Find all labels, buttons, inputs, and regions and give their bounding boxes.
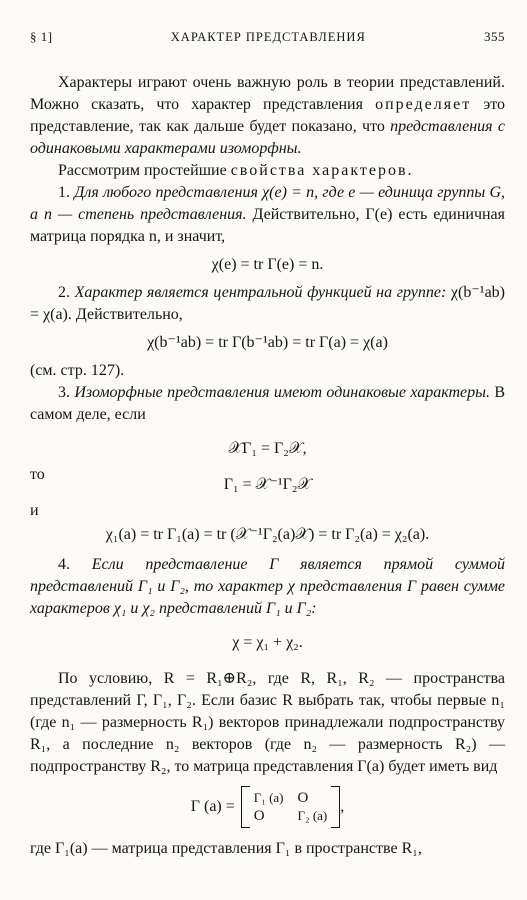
paragraph-last: где Γ₁(a) — матрица представления Γ₁ в пространстве R₁, — [30, 840, 422, 857]
matrix-cell: Γ₂ (a) — [297, 808, 328, 823]
formula-4-row — [30, 464, 505, 493]
property-1: 1. Для любого представления χ(e) = n, где e — единица группы G, а n — степень представления. Действительно, Γ(e) есть единичная матрица порядка n, и значит, — [30, 184, 506, 245]
property-2: 2. Характер является центральной функцией на группе: χ(b⁻¹ab) = χ(a). Действительно, — [30, 284, 505, 323]
left-bracket — [241, 786, 250, 828]
running-header — [30, 26, 505, 48]
running-title: ХАРАКТЕР ПРЕДСТАВЛЕНИЯ — [170, 30, 366, 44]
paragraph-proof: По условию, R = R₁⊕R₂, где R, R₁, R₂ — пространства представлений Γ, Γ₁, Γ₂. Если базис R выбрать так, чтобы первые n₁ (где n₁ — размерность R₁) векторов принадлежали подпространству R₁, а последние n₂ векторов (где n₂ — размерность R₂) — подпространству R₂, то матрица представления Γ(a) будет иметь вид — [30, 670, 505, 775]
matrix-tail: , — [340, 798, 345, 815]
matrix-lhs: Γ (a) = — [190, 798, 235, 815]
section-mark: § 1] — [30, 29, 53, 44]
formula-1: χ(e) = tr Γ(e) = n. — [211, 256, 324, 273]
label-i: и — [30, 502, 39, 519]
formula-6: χ = χ₁ + χ₂. — [232, 634, 303, 651]
matrix-cells — [250, 789, 331, 825]
formula-5-row — [30, 500, 505, 524]
label-to: то — [30, 466, 45, 483]
page-reference: (см. стр. 127). — [30, 362, 125, 379]
matrix-cell: O — [253, 808, 265, 824]
paragraph-properties: Рассмотрим простейшие свойства характеров. — [58, 162, 414, 179]
property-4: 4. Если представление Γ является прямой суммой представлений Γ₁ и Γ₂, то характер χ представления Γ равен сумме характеров χ₁ и χ₂ представлений Γ₁ и Γ₂: — [30, 556, 505, 617]
right-bracket — [331, 786, 340, 828]
formula-2: χ(b⁻¹ab) = tr Γ(b⁻¹ab) = tr Γ(a) = χ(a) — [147, 334, 388, 351]
matrix-cell: O — [297, 790, 309, 806]
matrix-formula — [30, 786, 505, 828]
formula-5: χ₁(a) = tr Γ₁(a) = tr (𝒳⁻¹Γ₂(a)𝒳) = tr Γ₂(a) = χ₂(a). — [105, 526, 430, 543]
page-number: 355 — [483, 29, 505, 44]
formula-4: Γ₁ = 𝒳⁻¹Γ₂𝒳 — [223, 476, 312, 493]
paragraph-intro: Характеры играют очень важную роль в теории представлений. Можно сказать, что характер представления определяет это представление, так как дальше будет показано, что представления с одинаковыми характерами изоморфны. — [30, 74, 505, 157]
matrix-cell: Γ₁ (a) — [253, 790, 284, 805]
property-3: 3. Изоморфные представления имеют одинаковые характеры. В самом деле, если — [30, 384, 506, 423]
formula-3: 𝒳Γ₁ = Γ₂𝒳, — [228, 440, 307, 457]
